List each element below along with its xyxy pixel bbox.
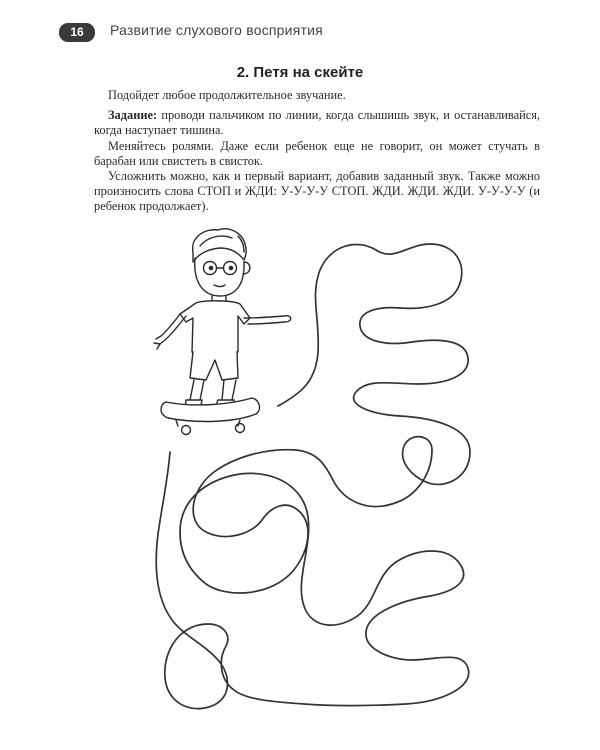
page-number-badge: 16 — [59, 23, 95, 42]
section-title: 2. Петя на скейте — [236, 64, 364, 81]
boy-on-skateboard-icon — [154, 229, 291, 435]
advanced-paragraph: Усложнить можно, как и первый вариант, добавив заданный звук. Также можно произносить слова СТОП и ЖДИ: У-У-У-У СТОП. ЖДИ. ЖДИ. ЖДИ. У-У-У-У (и ребенок продолжает). — [94, 169, 540, 214]
task-text: проводи пальчиком по линии, когда слышишь звук, и останавливайся, когда наступает тишина. — [94, 108, 540, 138]
roles-paragraph: Меняйтесь ролями. Даже если ребенок еще не говорит, он может стучать в барабан или свистеть в свисток. — [94, 138, 540, 168]
running-title: Развитие слухового восприятия — [110, 22, 323, 38]
intro-paragraph: Подойдет любое продолжительное звучание. — [108, 88, 346, 102]
task-label: Задание: — [108, 108, 158, 123]
